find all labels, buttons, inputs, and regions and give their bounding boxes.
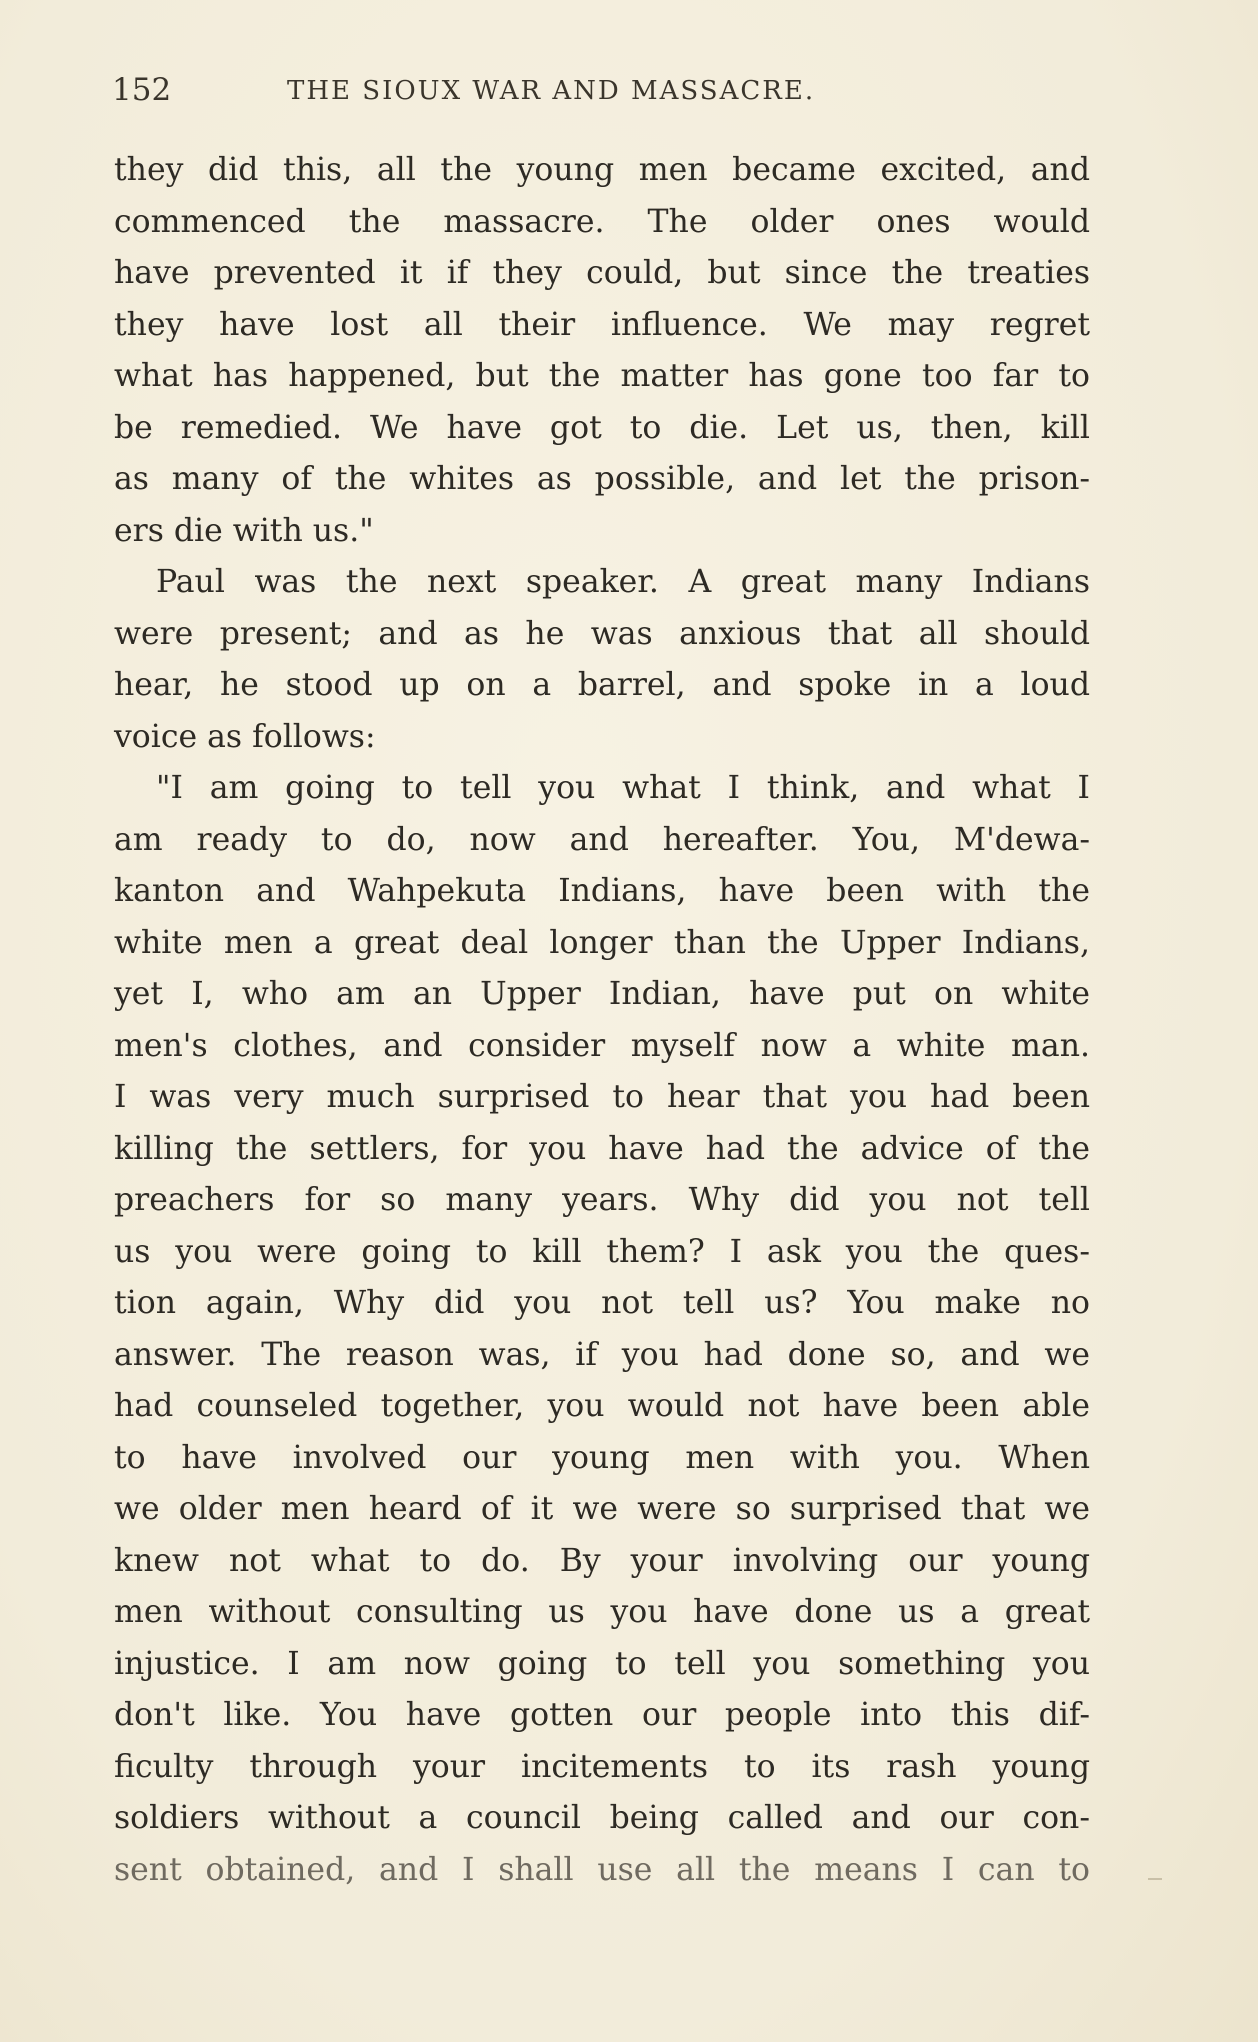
text-line: they have lost all their influence. We may regret [114, 306, 1090, 343]
text-line: were present; and as he was anxious that all should [114, 615, 1090, 652]
paragraph-start-line: "I am going to tell you what I think, and what I [156, 770, 1090, 806]
text-line: ers die with us." [114, 512, 374, 549]
text-line: had counseled together, you would not have been able [114, 1388, 1090, 1424]
text-line: men's clothes, and consider myself now a white man. [114, 1027, 1090, 1064]
paragraph-start-line: Paul was the next speaker. A great many Indians [156, 564, 1090, 600]
text-line: voice as follows: [114, 718, 376, 755]
text-line: ficulty through your incitements to its rash young [114, 1748, 1090, 1785]
text-line: white men a great deal longer than the Upper Indians, [114, 924, 1090, 961]
text-line: sent obtained, and I shall use all the means I can to [114, 1851, 1090, 1888]
text-line: to have involved our young men with you. When [114, 1439, 1090, 1476]
text-line: am ready to do, now and hereafter. You, M'dewa- [114, 821, 1090, 858]
text-line: knew not what to do. By your involving our young [114, 1542, 1090, 1579]
text-line: be remedied. We have got to die. Let us, then, kill [114, 409, 1090, 446]
text-line: kanton and Wahpekuta Indians, have been with the [114, 873, 1090, 909]
ink-mark [1148, 1878, 1162, 1880]
text-line: killing the settlers, for you have had the advice of the [114, 1130, 1090, 1167]
page-number: 152 [112, 72, 172, 108]
running-head: THE SIOUX WAR AND MASSACRE. [287, 76, 816, 106]
text-line: I was very much surprised to hear that you had been [114, 1079, 1090, 1115]
text-line: as many of the whites as possible, and let the prison- [114, 461, 1090, 497]
text-line: soldiers without a council being called and our con- [114, 1800, 1090, 1836]
text-line: have prevented it if they could, but since the treaties [114, 255, 1090, 291]
text-line: don't like. You have gotten our people into this dif- [114, 1697, 1090, 1733]
text-line: commenced the massacre. The older ones would [114, 203, 1090, 240]
page-header [112, 72, 1112, 122]
text-line: injustice. I am now going to tell you something you [114, 1645, 1090, 1682]
text-line: us you were going to kill them? I ask you the ques- [114, 1233, 1090, 1270]
text-line: what has happened, but the matter has gone too far to [114, 358, 1090, 394]
text-line: preachers for so many years. Why did you not tell [114, 1182, 1090, 1218]
text-line: they did this, all the young men became excited, and [114, 152, 1090, 188]
text-line: men without consulting us you have done us a great [114, 1594, 1090, 1630]
text-line: we older men heard of it we were so surprised that we [114, 1491, 1090, 1527]
text-line: tion again, Why did you not tell us? You make no [114, 1285, 1090, 1321]
text-line: answer. The reason was, if you had done so, and we [114, 1336, 1090, 1373]
text-line: hear, he stood up on a barrel, and spoke in a loud [114, 667, 1090, 703]
text-line: yet I, who am an Upper Indian, have put on white [114, 976, 1090, 1012]
body-text [114, 145, 1090, 1896]
